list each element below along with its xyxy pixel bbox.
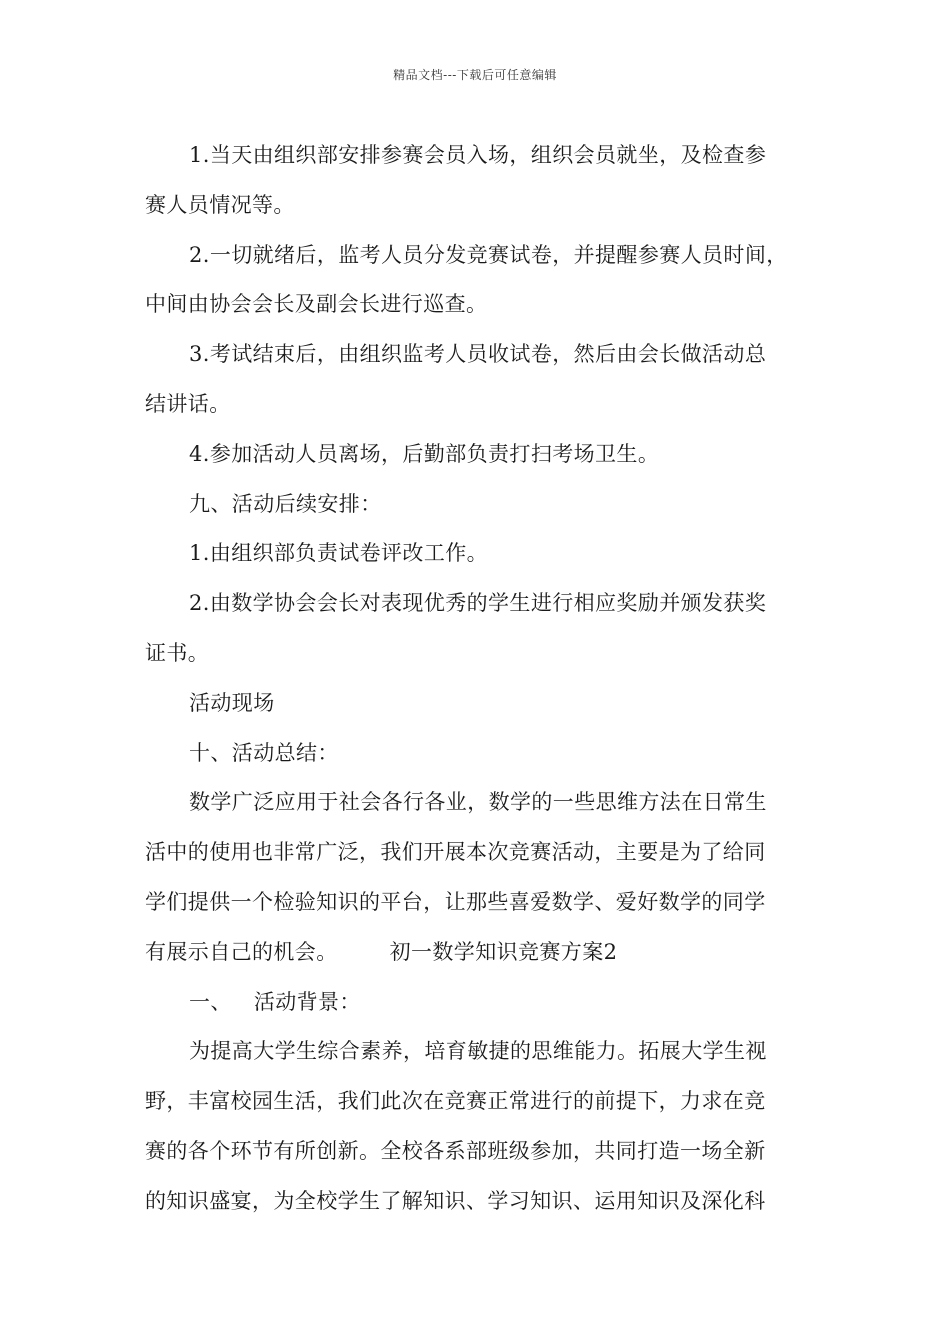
paragraph-line: 赛的各个环节有所创新。全校各系部班级参加，共同打造一场全新 <box>145 1138 766 1163</box>
paragraph-line <box>145 928 813 978</box>
paragraph-line: 数学广泛应用于社会各行各业，数学的一些思维方法在日常生 <box>189 790 767 815</box>
section-heading <box>145 978 813 1028</box>
paragraph-line: 野，丰富校园生活，我们此次在竞赛正常进行的前提下，力求在竞 <box>145 1089 766 1114</box>
paragraph-line: 证书。 <box>145 640 210 665</box>
section-title: 活动背景： <box>253 989 361 1014</box>
section-heading: 十、活动总结： <box>189 740 339 765</box>
document-body <box>145 131 813 1227</box>
paragraph-line: 4.参加活动人员离场，后勤部负责打扫考场卫生。 <box>189 441 660 466</box>
paragraph-line: 结讲话。 <box>145 391 231 416</box>
paragraph-line: 中间由协会会长及副会长进行巡查。 <box>145 292 488 317</box>
paragraph-line: 2.由数学协会会长对表现优秀的学生进行相应奖励并颁发获奖 <box>189 591 767 616</box>
image-caption: 活动现场 <box>189 690 275 715</box>
paragraph-line: 活中的使用也非常广泛，我们开展本次竞赛活动，主要是为了给同 <box>145 840 766 865</box>
paragraph-line: 3.考试结束后，由组织监考人员收试卷，然后由会长做活动总 <box>189 342 767 367</box>
paragraph-line: 1.由组织部负责试卷评改工作。 <box>189 541 489 566</box>
section-heading: 九、活动后续安排： <box>189 491 382 516</box>
section-number: 一、 <box>189 989 232 1014</box>
page-header: 精品文档---下载后可任意编辑 <box>393 68 557 82</box>
paragraph-line: 学们提供一个检验知识的平台，让那些喜爱数学、爱好数学的同学 <box>145 889 766 914</box>
document-title: 初一数学知识竞赛方案2 <box>389 939 618 964</box>
paragraph-line: 2.一切就绪后，监考人员分发竞赛试卷，并提醒参赛人员时间， <box>189 242 788 267</box>
paragraph-line: 为提高大学生综合素养，培育敏捷的思维能力。拓展大学生视 <box>189 1039 767 1064</box>
paragraph-line: 的知识盛宴，为全校学生了解知识、学习知识、运用知识及深化科 <box>145 1188 766 1213</box>
paragraph-text: 有展示自己的机会。 <box>145 939 338 964</box>
paragraph-line: 1.当天由组织部安排参赛会员入场，组织会员就坐，及检查参 <box>189 143 767 167</box>
paragraph-line: 赛人员情况等。 <box>145 192 295 217</box>
